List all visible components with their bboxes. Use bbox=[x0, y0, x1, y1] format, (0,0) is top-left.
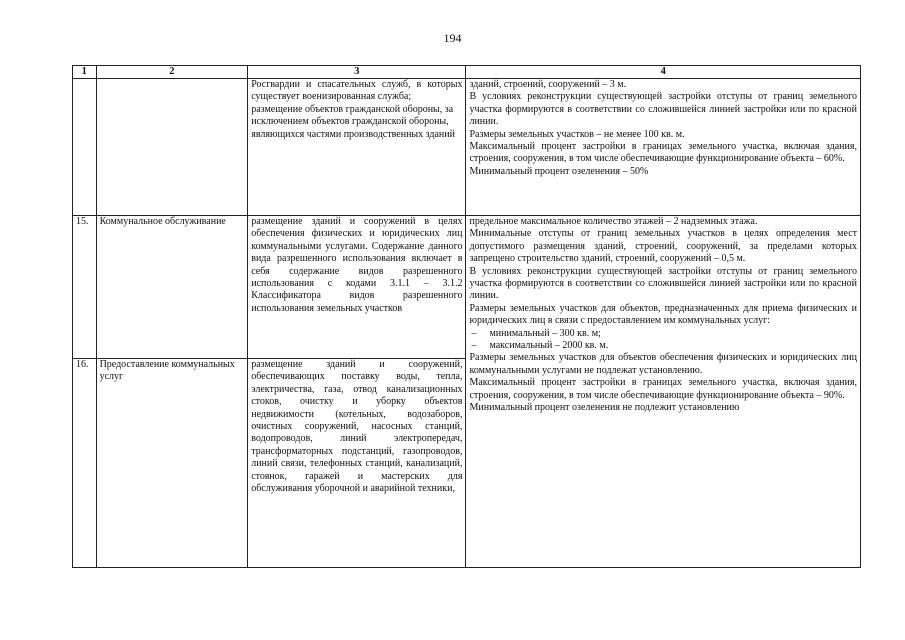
header-row bbox=[73, 66, 861, 79]
page-number: 194 bbox=[443, 31, 462, 45]
parameter-paragraph: Минимальный процент озеленения – 50% bbox=[469, 165, 649, 177]
use-type-name: Предоставление коммунальных услуг bbox=[96, 359, 248, 568]
header-col-3: 3 bbox=[248, 66, 466, 79]
row-number: 15. bbox=[73, 216, 97, 359]
header-col-1: 1 bbox=[73, 66, 97, 79]
row-number bbox=[73, 79, 97, 216]
parameter-paragraph: зданий, строений, сооружений – 3 м. bbox=[469, 79, 627, 90]
description-paragraph: Росгвардии и спасательных служб, в которых существует военизированная служба; bbox=[251, 79, 463, 103]
header-col-2: 2 bbox=[96, 66, 248, 79]
list-item-text: минимальный – 300 кв. м; bbox=[489, 327, 601, 339]
parameter-paragraph: Минимальные отступы от границ земельных участков в целях определения мест допустимого размещения зданий, строений, сооружений, за пределами которых запрещено строительство зданий, строений, сооружений – 0,5 м. bbox=[469, 228, 857, 265]
regulations-table bbox=[72, 65, 861, 568]
parameter-paragraph: В условиях реконструкции существующей застройки отступы от границ земельного участка формируются в соответствии со сложившейся линией застройки или по красной линии. bbox=[469, 91, 857, 128]
parameter-paragraph: Размеры земельных участков – не менее 100 кв. м. bbox=[469, 128, 685, 140]
table-row bbox=[73, 216, 861, 359]
use-type-name bbox=[96, 79, 248, 216]
parameter-paragraph: предельное максимальное количество этажей – 2 надземных этажа. bbox=[469, 216, 758, 227]
use-description bbox=[248, 216, 466, 359]
row-number: 16. bbox=[73, 359, 97, 568]
header-col-4: 4 bbox=[466, 66, 861, 79]
dash-marker: – bbox=[471, 327, 477, 339]
description-paragraph: размещение зданий и сооружений, обеспечивающих поставку воды, тепла, электричества, газа, отвод канализационных стоков, очистку и уборку объектов недвижимости (котельных, водозаборов, очистных сооружений, насосных станций, водопроводов, линий электропередач, трансформаторных подстанций, газопроводов, линий связи, телефонных станций, канализаций, стоянок, гаражей и мастерских для обслуживания уборочной и аварийной техники, bbox=[251, 359, 463, 495]
list-item bbox=[469, 340, 857, 352]
parameters-cell bbox=[466, 79, 861, 216]
parameter-paragraph: Размеры земельных участков для объектов, предназначенных для приема физических и юридических лиц в связи с предоставлением им коммунальных услуг: bbox=[469, 302, 857, 327]
parameters-cell bbox=[466, 216, 861, 568]
list-item-text: максимальный – 2000 кв. м. bbox=[489, 340, 609, 352]
parameter-paragraph: Минимальный процент озеленения не подлежит установлению bbox=[469, 402, 740, 414]
parameter-paragraph: В условиях реконструкции существующей застройки отступы от границ земельного участка формируются в соответствии со сложившейся линией застройки или по красной линии. bbox=[469, 265, 857, 302]
description-paragraph: размещение зданий и сооружений в целях обеспечения физических и юридических лиц коммунальными услугами. Содержание данного вида разрешенного использования включает в себя содержание видов разрешенного использования с кодами 3.1.1 – 3.1.2 Классификатора видов разрешенного использования земельных участков bbox=[251, 216, 463, 314]
use-description bbox=[248, 79, 466, 216]
table-row bbox=[73, 79, 861, 216]
parameter-paragraph: Максимальный процент застройки в границах земельного участка, включая здания, строения, сооружения, в том числе обеспечивающие функционирование объекта – 60%. bbox=[469, 141, 857, 165]
use-type-name: Коммунальное обслуживание bbox=[96, 216, 248, 359]
parameter-paragraph: Размеры земельных участков для объектов обеспечения физических и юридических лиц коммунальными услугами не подлежат установлению. bbox=[469, 352, 857, 376]
dash-marker: – bbox=[471, 340, 477, 352]
list-item bbox=[469, 328, 857, 340]
use-description bbox=[248, 359, 466, 568]
description-paragraph: размещение объектов гражданской обороны, за исключением объектов гражданской обороны, являющихся частями производственных зданий bbox=[251, 103, 455, 140]
parameter-paragraph: Максимальный процент застройки в границах земельного участка, включая здания, строения, сооружения, в том числе обеспечивающие функционирование объекта – 90%. bbox=[469, 377, 857, 401]
